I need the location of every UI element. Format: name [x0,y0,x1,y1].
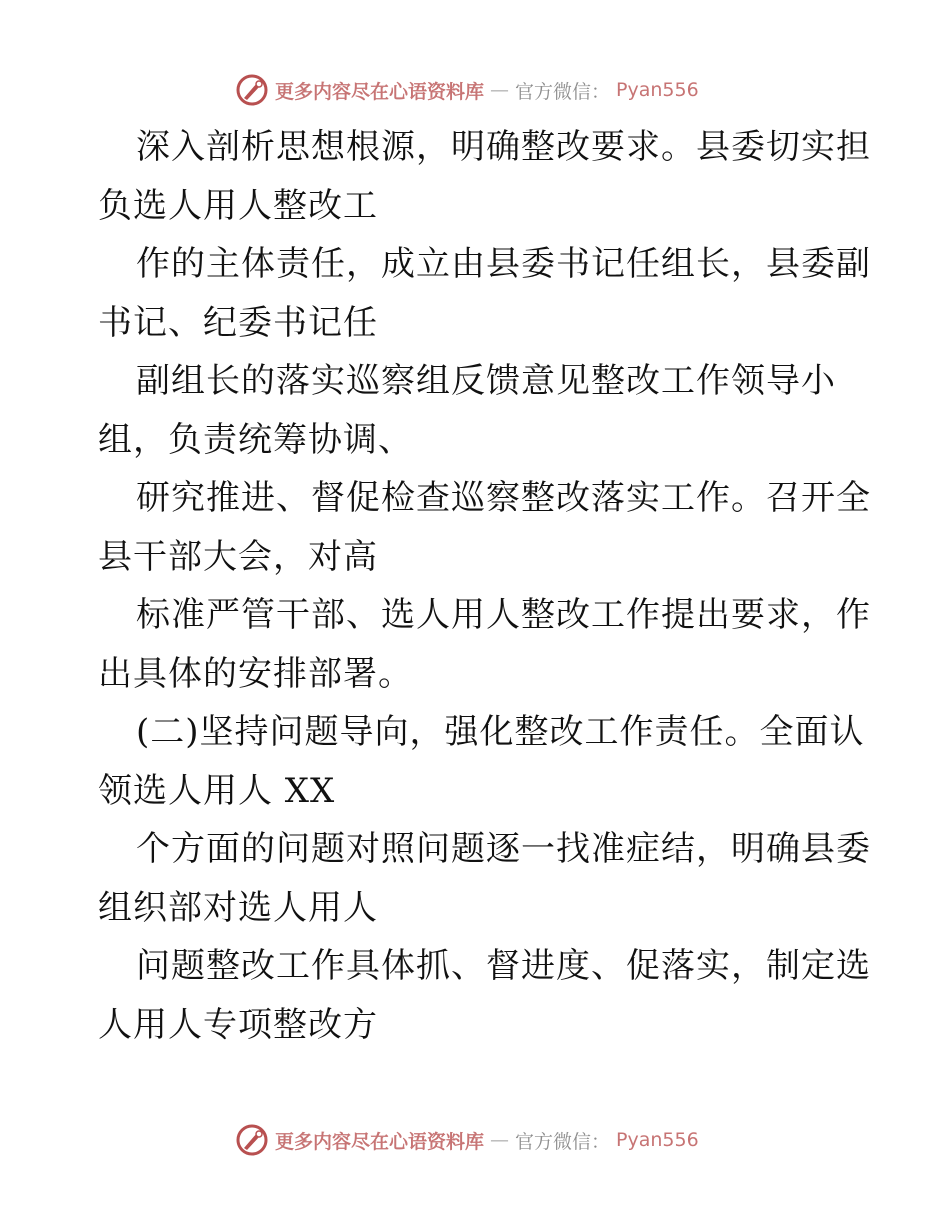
watermark-official-label: 官方微信： [515,80,611,103]
watermark-main-text: 更多内容尽在心语资料库 [275,1130,485,1153]
text-line: 负选人用人整改工 [98,185,378,226]
brush-pen-logo-icon [235,1123,269,1157]
watermark-official-label: 官方微信： [515,1130,611,1153]
brush-pen-logo-icon [235,73,269,107]
text-line: 研究推进、督促检查巡察整改落实工作。召开全 [136,478,871,518]
text-line: 副组长的落实巡察组反馈意见整改工作领导小 [136,361,836,401]
text-line: (二)坚持问题导向，强化整改工作责任。全面认 [136,712,865,752]
header-watermark [235,72,715,108]
footer-watermark [235,1122,715,1158]
text-line: 人用人专项整改方 [98,1004,378,1045]
watermark-wechat-id: Pyan556 [616,79,699,101]
text-line: 深入剖析思想根源，明确整改要求。县委切实担 [136,127,871,167]
watermark-main-text: 更多内容尽在心语资料库 [275,80,485,103]
text-line: 问题整改工作具体抓、督进度、促落实，制定选 [136,946,871,986]
text-line: 个方面的问题对照问题逐一找准症结，明确县委 [136,829,871,869]
document-body [98,118,871,1054]
watermark-wechat-id: Pyan556 [616,1129,699,1151]
watermark-dash: — [490,79,510,101]
text-line: 县干部大会，对高 [98,536,378,577]
text-line: 领选人用人 XX [98,770,336,811]
watermark-dash: — [490,1129,510,1151]
text-line: 作的主体责任，成立由县委书记任组长，县委副 [136,244,871,284]
text-line: 标准严管干部、选人用人整改工作提出要求，作 [136,595,871,635]
text-line: 书记、纪委书记任 [98,302,378,343]
text-line: 出具体的安排部署。 [98,653,413,694]
text-line: 组，负责统筹协调、 [98,419,413,460]
text-line: 组织部对选人用人 [98,887,378,928]
